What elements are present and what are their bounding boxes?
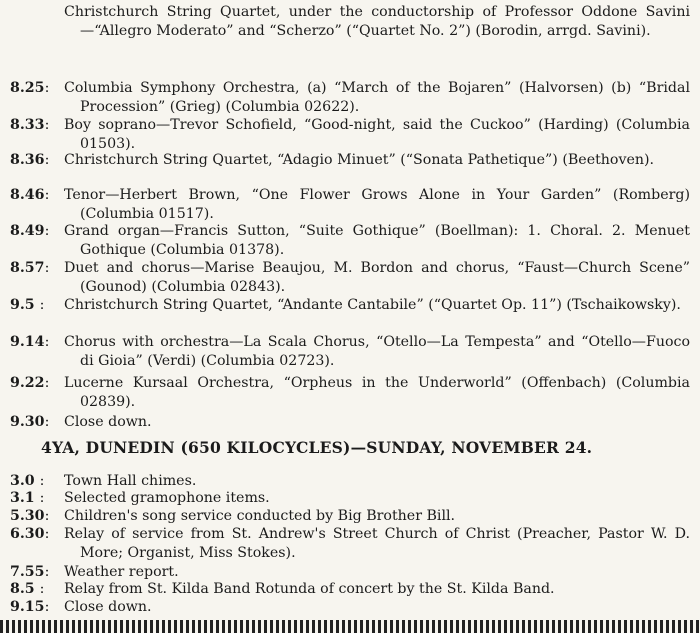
entry-text: Grand organ—Francis Sutton, “Suite Gothique” (Boellman): 1. Choral. 2. Menuet Gothique (Columbia 01378). [64,223,690,258]
entry-text: Town Hall chimes. [64,473,197,489]
entry-text: Duet and chorus—Marise Beaujou, M. Bordon and chorus, “Faust—Church Scene” (Gounod) (Columbia 02843). [64,260,690,295]
entry-text: Weather report. [64,564,179,580]
entry-time: 3.1 : [10,490,45,506]
entry-text: Christchurch String Quartet, “Adagio Minuet” (“Sonata Pathetique”) (Beethoven). [64,152,655,168]
entry-text: Boy soprano—Trevor Schofield, “Good-night, said the Cuckoo” (Harding) (Columbia 01503). [64,117,690,152]
entry-time: 8.49: [10,223,50,239]
entry-text: Relay from St. Kilda Band Rotunda of concert by the St. Kilda Band. [64,581,555,597]
station-heading: 4YA, DUNEDIN (650 KILOCYCLES)—SUNDAY, NOVEMBER 24. [41,438,593,457]
entry-time: 7.55: [10,564,50,580]
entry-text: Close down. [64,599,152,615]
entry-time: 9.30: [10,414,50,430]
entry-time: 8.46: [10,187,50,203]
entry-time: 8.33: [10,117,50,133]
entry-time: 9.14: [10,334,50,350]
entry-time: 6.30: [10,526,50,542]
entry-text: Children's song service conducted by Big Brother Bill. [64,508,456,524]
entry-text: Columbia Symphony Orchestra, (a) “March of the Bojaren” (Halvorsen) (b) “Bridal Procession” (Grieg) (Columbia 02622). [64,80,690,115]
entry-text: Chorus with orchestra—La Scala Chorus, “Otello—La Tempesta” and “Otello—Fuoco di Gioia” (Verdi) (Columbia 02723). [64,334,690,369]
entry-text: Close down. [64,414,152,430]
entry-text: Relay of service from St. Andrew's Street Church of Christ (Preacher, Pastor W. D. More; Organist, Miss Stokes). [64,526,690,561]
entry-time: 9.22: [10,375,50,391]
entry-time: 8.36: [10,152,50,168]
entry-time: 9.5 : [10,297,45,313]
entry-time: 8.25: [10,80,50,96]
entry-time: 8.57: [10,260,50,276]
entry-time: 3.0 : [10,473,45,489]
entry-text: Christchurch String Quartet, under the conductorship of Professor Oddone Savini—“Allegro Moderato” and “Scherzo” (“Quartet No. 2”) (Borodin, arrgd. Savini). [64,4,690,39]
entry-time: 5.30: [10,508,50,524]
entry-text: Selected gramophone items. [64,490,270,506]
entry-text: Tenor—Herbert Brown, “One Flower Grows Alone in Your Garden” (Romberg) (Columbia 01517). [64,187,690,222]
decorative-border-rule [0,620,700,633]
entry-text: Christchurch String Quartet, “Andante Cantabile” (“Quartet Op. 11”) (Tschaikowsky). [64,297,681,313]
entry-text: Lucerne Kursaal Orchestra, “Orpheus in the Underworld” (Offenbach) (Columbia 02839). [64,375,690,410]
entry-time: 9.15: [10,599,50,615]
entry-time: 8.5 : [10,581,45,597]
